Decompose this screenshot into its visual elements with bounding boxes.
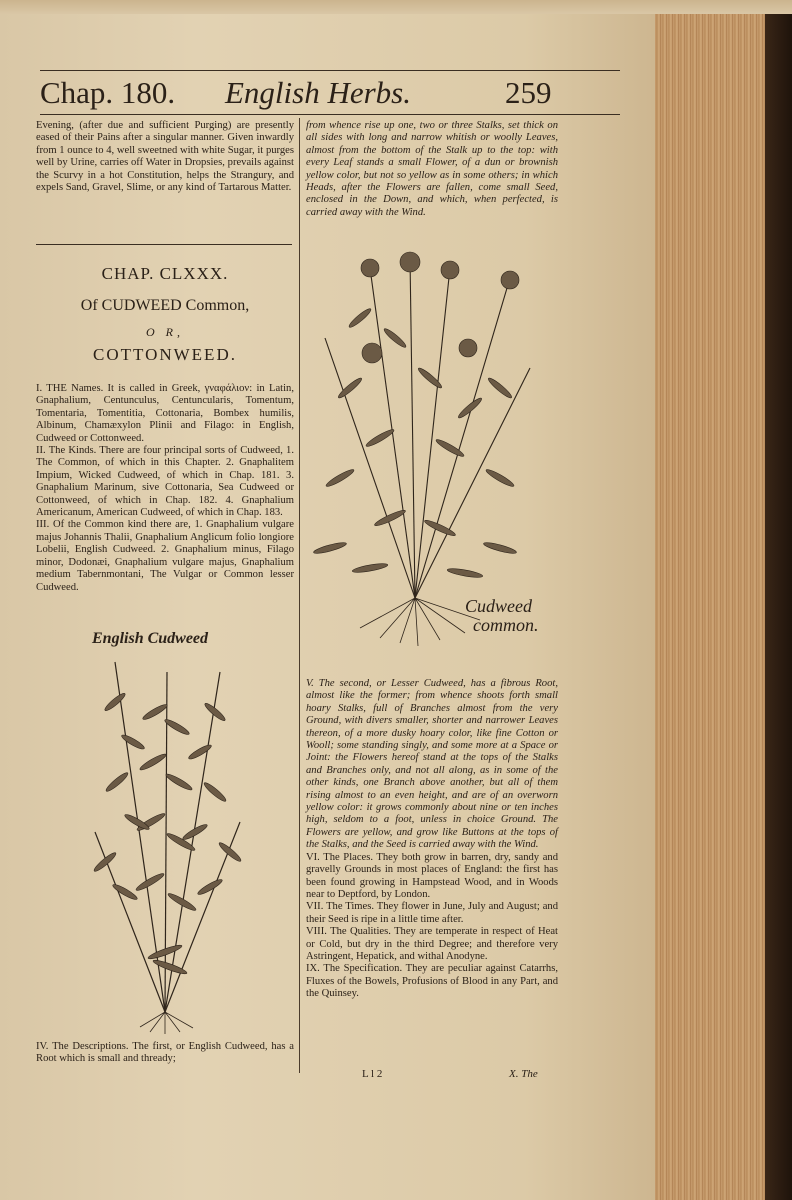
caption-line-1: Cudweed [465,596,532,616]
left-sections [36,383,294,594]
figure-caption-common-cudweed [465,597,539,635]
section-rule [36,244,292,245]
section-descriptions: IV. The Descriptions. The first, or English Cudweed, has a Root which is small and thready; [36,1041,294,1065]
section-qualities: VIII. The Qualities. They are temperate in respect of Heat or Cold, but dry in the third Degree; and therefore very Astringent, Hepatick, and withal Anodyne. [306,926,558,962]
page-number: 259 [505,75,552,110]
section-specification: IX. The Specification. They are peculiar against Catarrhs, Fluxes of the Bowels, Profusions of Blood in any Part, and the Quinsey. [306,963,558,1000]
section-times: VII. The Times. They flower in June, July and August; and their Seed is ripe in a little time after. [306,901,558,925]
left-bottom [36,1041,294,1066]
chapter-subtitle: COTTONWEED. [93,345,237,364]
signature-mark: L l 2 [362,1068,383,1080]
section-common-kinds: III. Of the Common kind there are, 1. Gnaphalium vulgare majus Johannis Thalii, Gnaphalium Anglicum folio longiore Lobelii, English Cudweed. 2. Gnaphalium minus, Filago minor, Dodonæi, Gnaphalium vulgare majus, Gnaphalium medium Tabernmontani, The Vulgar or Common lesser Cudweed. [36,519,294,593]
caption-line-2: common. [473,615,539,635]
catchword: X. The [509,1068,538,1080]
figure-caption-english-cudweed: English Cudweed [92,630,209,647]
header-rule-bottom [40,114,620,115]
chapter-title: Of CUDWEED Common, [80,297,250,314]
section-places: VI. The Places. They both grow in barren, dry, sandy and gravelly Grounds in most places of England: the first has been found growing in Hampstead Wood, and in Woods near to Deptford, by London. [306,851,558,900]
left-column [36,120,294,194]
section-names: I. THE Names. It is called in Greek, γναφάλιον: in Latin, Gnaphalium, Centunculus, Centuncularis, Tomentum, Tomentaria, Tomentitia, Cottonaria, Bombex humilis, Albinum, Chamæxylon Plinii and Filago: in English, Cudweed or Cottonweed. [36,383,294,444]
chapter-number: CHAP. CLXXX. [101,264,229,283]
page-top-shadow [0,0,792,14]
running-head-title: English Herbs. [225,75,411,110]
right-column [306,120,558,219]
right-sections [306,678,558,1001]
english-cudweed-woodcut [55,632,275,1037]
section-kinds: II. The Kinds. There are four principal sorts of Cudweed, 1. The Common, of which in this Chapter. 2. Gnaphalitem Impium, Wicked Cudweed, of which in Chap. 181. 3. Gnaphalium Marinum, sive Cottonaria, Sea Cudweed or Cottonweed, of which in Chap. 182. 4. Gnaphalium Americanum, American Cudweed, of which in Chap. 183. [36,445,294,519]
left-top-paragraph: Evening, (after due and sufficient Purging) are presently eased of their Pains after a singular manner. Given inwardly from 1 ounce to 4, well sweetned with white Sugar, it purges well by Urine, carries off Water in Dropsies, prevails against the Scurvy in a hot Constitution, helps the Strangury, and expels Sand, Gravel, Slime, or any kind of Tartarous Matter. [36,120,294,194]
section-second-kind: V. The second, or Lesser Cudweed, has a fibrous Root, almost like the former; from whence shoots forth small hoary Stalks, full of Branches almost from the very Ground, with divers smaller, shorter and narrower Leaves thereon, of a more dusky hoary color, like fine Cotton or Wooll; some standing singly, and some more at a Space or Joint: the Flowers hereof stand at the tops of the Stalks and Branches only, and not all along, as in some of the other kinds, one Branch above another, but all of them rising almost to an even height, and are of an overworn yellow color: it grows commonly about nine or ten inches high, seldom to a foot, unless in choice Ground. The Flowers are yellow, and grow like Buttons at the tops of the Stalks, and the Seed is carried away with the Wind. [306,678,558,851]
chapter-or: O R, [146,325,184,339]
header-rule-top [40,70,620,71]
right-top-paragraph: from whence rise up one, two or three Stalks, set thick on all sides with long and narrow whitish or woolly Leaves, almost from the bottom of the Stalk up to the top: with every Leaf stands a small Flower, of a dun or brownish yellow color, but not so yellow as in some others; in which Heads, after the Flowers are fallen, come small Seed, enclosed in the Down, and which, when perfected, is carried away with the Wind. [306,120,558,218]
book-binding [765,0,792,1200]
running-head-chapter: Chap. 180. [40,75,176,110]
